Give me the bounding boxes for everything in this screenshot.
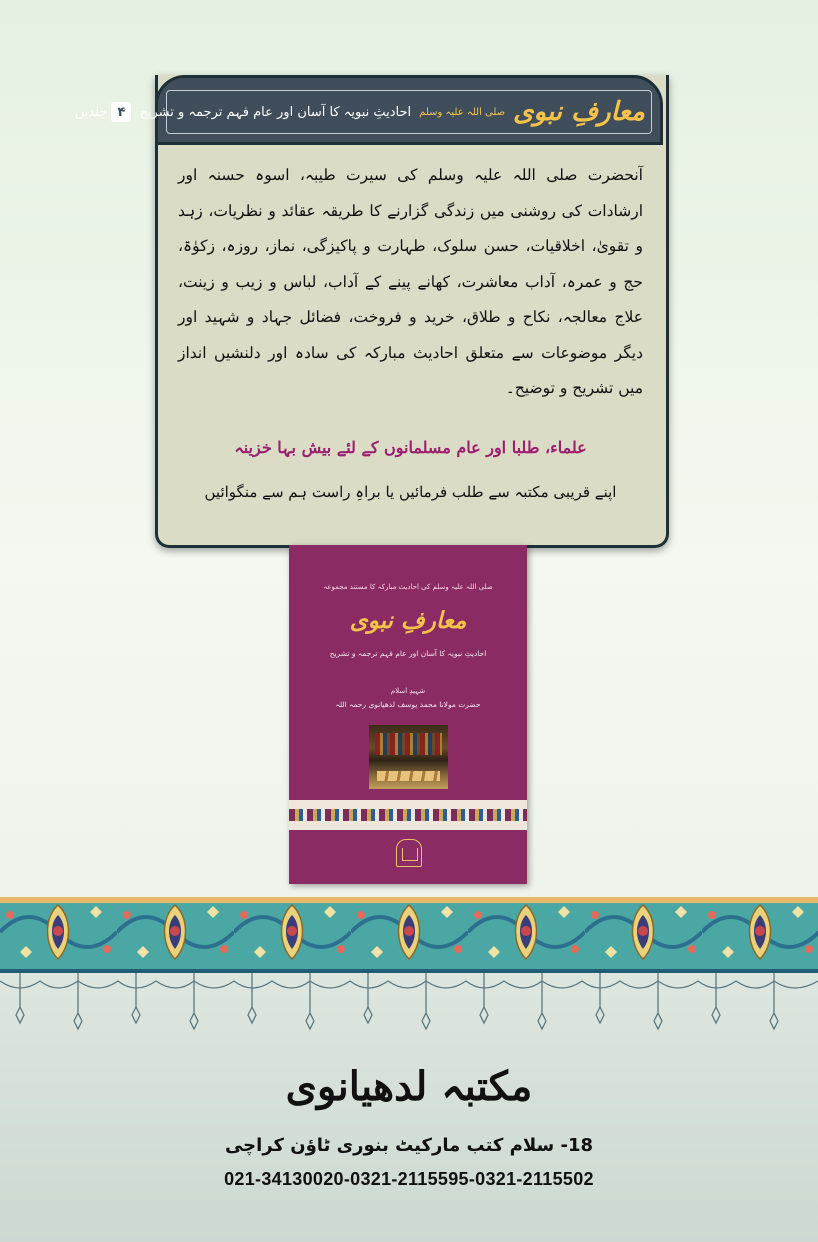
book-subtitle: احادیثِ نبویہ کا آسان اور عام فہم ترجمہ و تشریح	[329, 649, 487, 658]
tagline: علماء، طلبا اور عام مسلمانوں کے لئے بیش بہا خزینہ	[234, 438, 587, 457]
books-photo	[369, 725, 448, 789]
header-subtitle: احادیثِ نبویہ کا آسان اور عام فہم ترجمہ و تشریح	[139, 104, 412, 120]
volumes-number: ۴	[111, 102, 131, 122]
volumes-badge	[75, 102, 132, 122]
book-title: معارفِ نبوی	[349, 607, 467, 634]
ornament-border	[0, 897, 818, 1032]
ornament-band	[289, 800, 527, 830]
book-cover	[289, 545, 527, 884]
book-top-line: صلی اللہ علیہ وسلم کی احادیث مبارکہ کا مستند مجموعہ	[323, 583, 493, 591]
brand-title: معارفِ نبوی	[513, 97, 645, 127]
book-description: آنحضرت صلی اللہ علیہ وسلم کی سیرت طیبہ، اسوہ حسنہ اور ارشادات کی روشنی میں زندگی گزارنے کا طریقہ عقائد و نظریات، زہد و تقویٰ، اخلاقیات، حسن سلوک، طہارت و پاکیزگی، نماز، روزہ، زکوٰۃ، حج و عمرہ، آداب معاشرت، کھانے پینے کے آداب، لباس و زیب و زینت، علاج معالجہ، نکاح و طلاق، خرید و فروخت، فضائل جہاد و شہید اور دیگر موضوعات سے متعلق احادیث مبارکہ کی سادہ اور دلنشیں انداز میں تشریح و توضیح۔	[178, 166, 643, 397]
publisher-name: مکتبہ لدھیانوی	[285, 1063, 533, 1110]
card-header	[74, 75, 663, 145]
volumes-label: جلدیں	[74, 104, 108, 120]
order-note: اپنے قریبی مکتبہ سے طلب فرمائیں یا براہِ راست ہم سے منگوائیں	[204, 483, 617, 501]
book-author: حضرت مولانا محمد یوسف لدھیانوی رحمہ اللہ	[335, 700, 481, 709]
book-author-label: شہیدِ اسلام	[390, 687, 426, 695]
salutation: صلی اللہ علیہ وسلم	[419, 106, 506, 118]
publisher-address: 18- سلام کتب مارکیٹ بنوری ٹاؤن کراچی	[224, 1135, 594, 1156]
publisher-logo-icon	[396, 839, 422, 867]
band-pattern	[289, 809, 527, 821]
publisher-phones: 021-34130020-0321-2115595-0321-2115502	[224, 1169, 594, 1189]
header-frame	[74, 90, 652, 134]
